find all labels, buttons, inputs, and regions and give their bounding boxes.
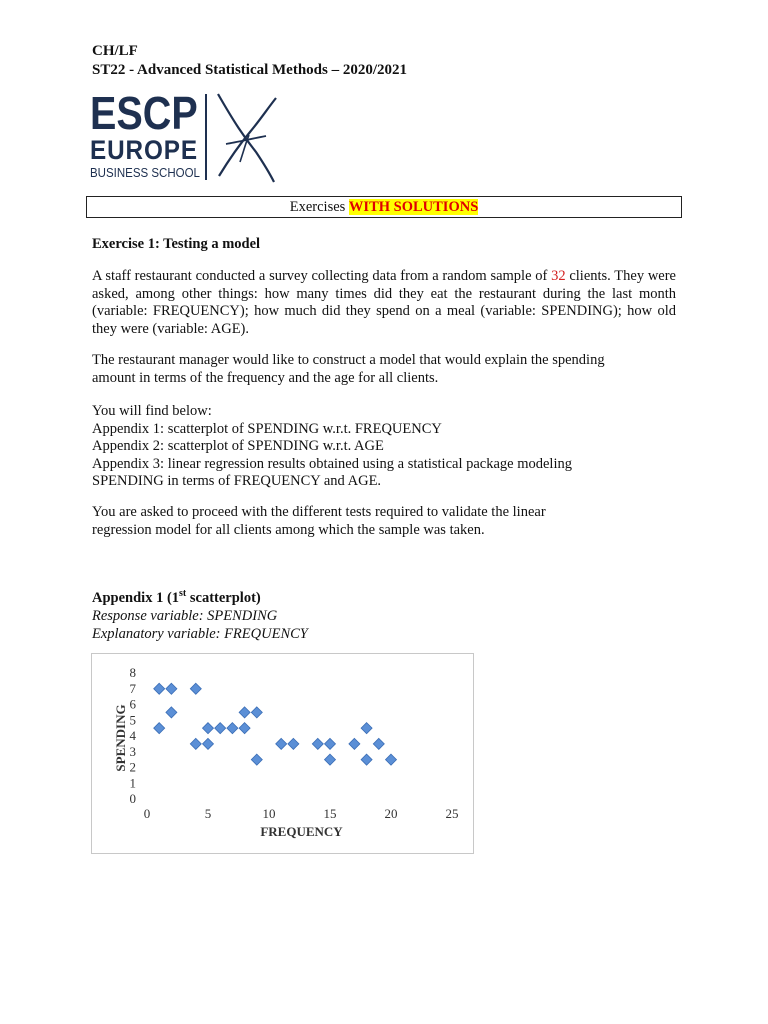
exercise-paragraph-4 <box>92 504 676 539</box>
x-tick-label: 5 <box>204 806 212 821</box>
logo-divider <box>205 94 207 180</box>
logo-line-1: ESCP <box>90 87 198 139</box>
exercise-paragraph-2 <box>92 352 676 387</box>
appendix-list <box>92 403 676 491</box>
p2-line-1: The restaurant manager would like to construct a model that would explain the spending <box>92 352 605 368</box>
explanatory-variable: Explanatory variable: FREQUENCY <box>92 625 308 642</box>
data-point <box>276 738 287 749</box>
y-tick-label: 5 <box>129 712 136 728</box>
data-point <box>154 683 165 694</box>
list-item: Appendix 1: scatterplot of SPENDING w.r.t. FREQUENCY <box>92 420 442 437</box>
scatterplot-chart <box>91 653 474 854</box>
data-point <box>166 683 177 694</box>
data-point <box>325 754 336 765</box>
banner-prefix: Exercises <box>289 199 349 215</box>
data-point <box>203 723 214 734</box>
p4-line-1: You are asked to proceed with the different tests required to validate the linear <box>92 504 546 520</box>
p1-text-after: clients. They were asked, among other things: how many times did they eat the restaurant during the last month (variable: FREQUENCY); how much did they spend on a meal (variable: SPENDING); how old they were (variable: AGE). <box>92 268 676 337</box>
p1-text-before: A staff restaurant conducted a survey collecting data from a random sample of <box>92 268 552 284</box>
p2-line-2: amount in terms of the frequency and the age for all clients. <box>92 369 439 386</box>
data-point <box>288 738 299 749</box>
y-tick-label: 4 <box>129 728 136 743</box>
data-point <box>239 707 250 718</box>
data-point <box>166 707 177 718</box>
x-axis-label: FREQUENCY <box>260 824 343 839</box>
banner-highlight: WITH SOLUTIONS <box>348 199 479 215</box>
data-point <box>386 754 397 765</box>
data-point <box>349 738 360 749</box>
x-tick-label: 15 <box>323 806 337 821</box>
list-intro: You will find below: <box>92 403 212 419</box>
data-point <box>239 723 250 734</box>
appendix-title: Appendix 1 (1st scatterplot) <box>92 588 261 606</box>
data-point <box>190 738 201 749</box>
exercises-banner <box>86 196 682 218</box>
exercise-paragraph-1 <box>92 268 676 338</box>
scatterplot-svg <box>92 654 473 853</box>
data-point <box>154 723 165 734</box>
data-point <box>251 754 262 765</box>
y-tick-label: 3 <box>129 743 136 759</box>
x-tick-label: 20 <box>384 806 398 821</box>
list-item: Appendix 3: linear regression results obtained using a statistical package modeling <box>92 455 572 472</box>
data-point <box>190 683 201 694</box>
data-point <box>215 723 226 734</box>
x-tick-label: 10 <box>262 806 276 821</box>
y-axis-label: SPENDING <box>113 704 128 772</box>
course-title: ST22 - Advanced Statistical Methods – 2020/2021 <box>92 62 408 78</box>
logo-line-3: BUSINESS SCHOOL <box>90 166 200 180</box>
response-variable: Response variable: SPENDING <box>92 607 278 624</box>
exercise-title: Exercise 1: Testing a model <box>92 236 261 252</box>
list-item: SPENDING in terms of FREQUENCY and AGE. <box>92 473 382 489</box>
data-point <box>251 707 262 718</box>
data-point <box>361 754 372 765</box>
y-tick-label: 2 <box>129 759 136 775</box>
sample-size: 32 <box>551 268 566 284</box>
data-point <box>361 723 372 734</box>
logo-star-icon <box>216 92 278 184</box>
p4-line-2: regression model for all clients among which the sample was taken. <box>92 521 485 538</box>
y-tick-label: 0 <box>129 791 136 806</box>
y-tick-label: 1 <box>129 775 136 791</box>
data-point <box>325 738 336 749</box>
data-point <box>203 738 214 749</box>
logo-line-2: EUROPE <box>90 135 199 165</box>
x-tick-label: 25 <box>445 806 459 821</box>
document-header <box>92 42 407 80</box>
y-tick-label: 6 <box>129 696 136 712</box>
y-tick-label: 7 <box>129 680 136 696</box>
data-point <box>312 738 323 749</box>
appendix-1-heading <box>92 585 308 643</box>
y-tick-label: 8 <box>129 665 136 680</box>
x-tick-label: 0 <box>143 806 151 821</box>
data-point <box>227 723 238 734</box>
data-point <box>373 738 384 749</box>
list-item: Appendix 2: scatterplot of SPENDING w.r.t. AGE <box>92 438 384 454</box>
author-initials: CH/LF <box>92 43 138 59</box>
